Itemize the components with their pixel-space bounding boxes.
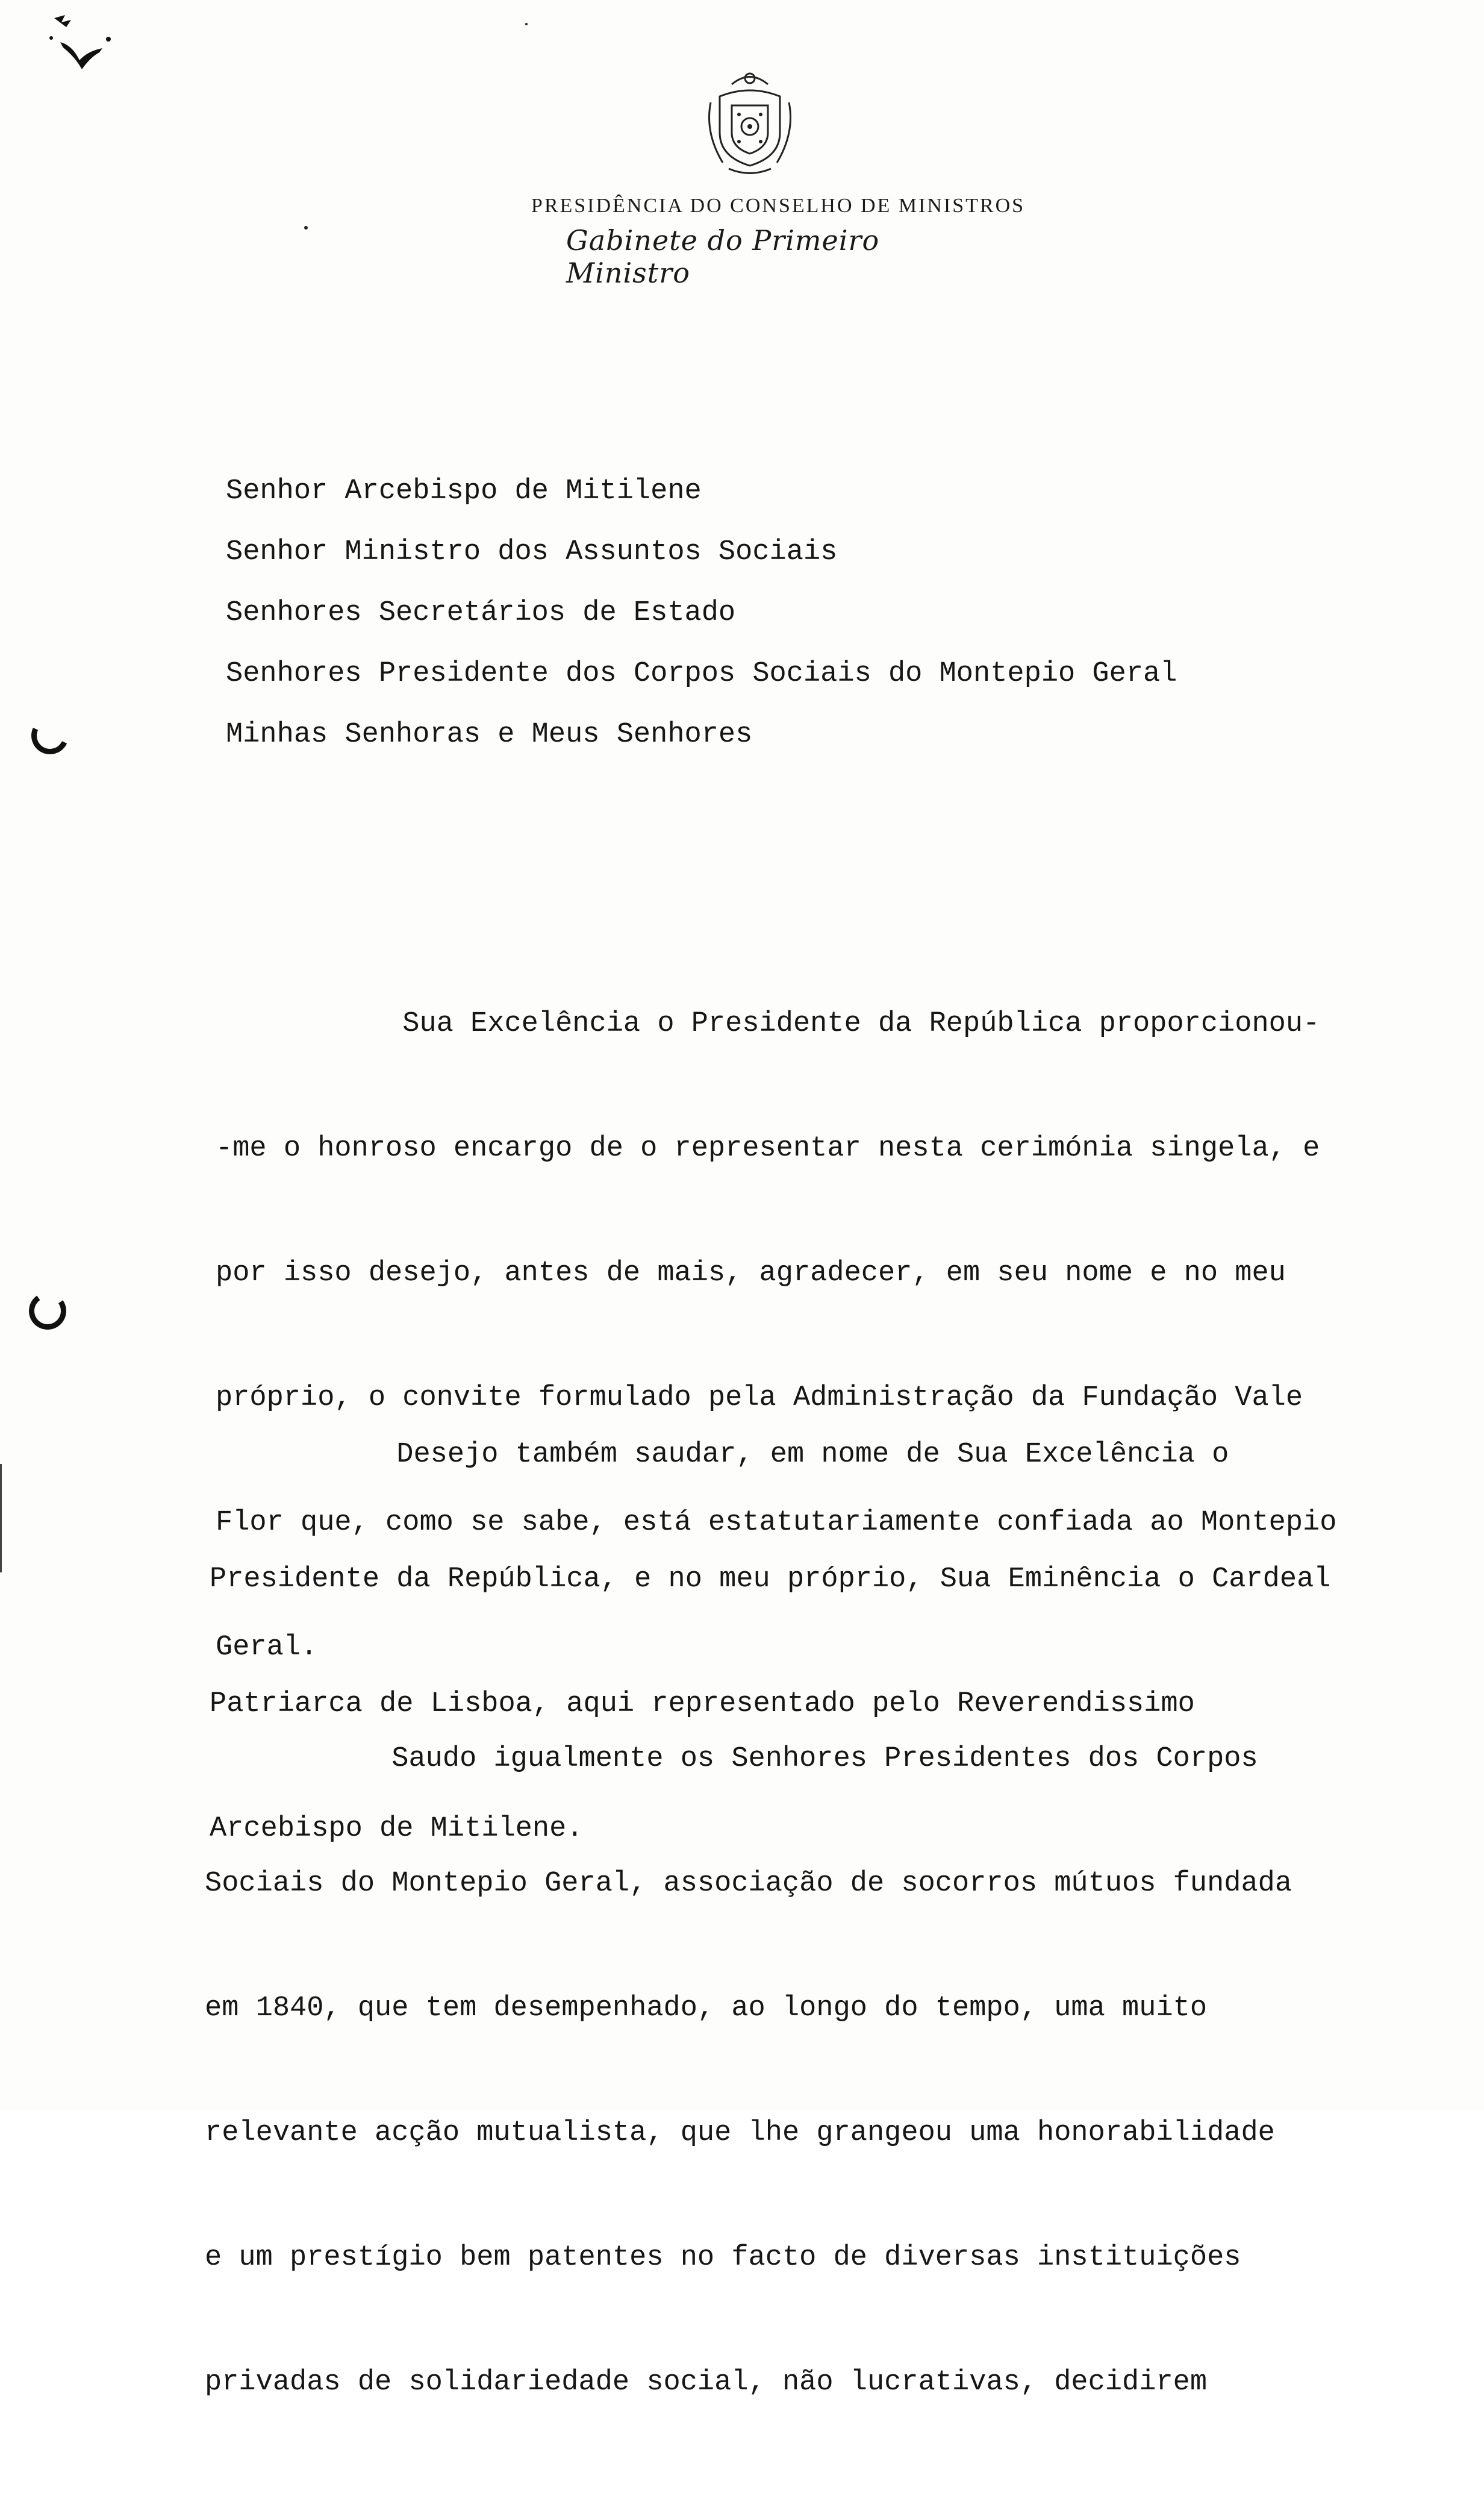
punch-hole-mark <box>26 712 73 759</box>
text-line: e um prestígio bem patentes no facto de diversas instituições <box>205 2242 1241 2274</box>
punch-hole-mark <box>26 1289 69 1333</box>
scan-speck <box>525 23 528 25</box>
text-line: Sua Excelência o Presidente da República proporcionou- <box>216 1008 1320 1040</box>
salutation-line: Senhor Ministro dos Assuntos Sociais <box>226 536 838 568</box>
paragraph-3 <box>205 1681 1292 2493</box>
text-line: Presidente da República, e no meu próprio, Sua Eminência o Cardeal <box>210 1563 1331 1595</box>
text-line: Desejo também saudar, em nome de Sua Excelência o <box>210 1439 1229 1471</box>
text-line: relevante acção mutualista, que lhe grangeou uma honorabilidade <box>205 2117 1275 2149</box>
cabinet-title: Gabinete do Primeiro Ministro <box>566 224 880 289</box>
text-line: Sociais do Montepio Geral, associação de socorros mútuos fundada <box>205 1868 1292 1900</box>
salutation-line: Senhor Arcebispo de Mitilene <box>226 475 702 507</box>
text-line: Patriarca de Lisboa, aqui representado pelo Reverendissimo <box>210 1688 1195 1720</box>
scan-edge-mark <box>0 1464 2 1572</box>
text-line: próprio, o convite formulado pela Administração da Fundação Vale <box>216 1382 1303 1414</box>
text-line: por isso desejo, antes de mais, agradecer, em seu nome e no meu <box>216 1257 1286 1289</box>
text-line: Flor que, como se sabe, está estatutariamente confiada ao Montepio <box>216 1507 1337 1539</box>
salutation-line: Senhores Secretários de Estado <box>226 597 736 629</box>
office-title: PRESIDÊNCIA DO CONSELHO DE MINISTROS <box>531 195 1026 217</box>
scan-speck <box>304 226 308 230</box>
ink-blot-icon <box>42 9 120 75</box>
salutation-line: Senhores Presidente dos Corpos Sociais do Montepio Geral <box>226 658 1177 690</box>
text-line: em 1840, que tem desempenhado, ao longo do tempo, uma muito <box>205 1992 1208 2024</box>
text-line: Arcebispo de Mitilene. <box>210 1813 584 1845</box>
text-line: Geral. <box>216 1631 318 1663</box>
coat-of-arms-icon <box>696 66 804 181</box>
text-line: Saudo igualmente os Senhores Presidentes dos Corpos <box>205 1743 1258 1775</box>
text-line: privadas de solidariedade social, não lucrativas, decidirem <box>205 2366 1208 2398</box>
salutation-list <box>226 477 1177 781</box>
salutation-line: Minhas Senhoras e Meus Senhores <box>226 719 753 751</box>
text-line: -me o honroso encargo de o representar nesta cerimónia singela, e <box>216 1133 1320 1165</box>
